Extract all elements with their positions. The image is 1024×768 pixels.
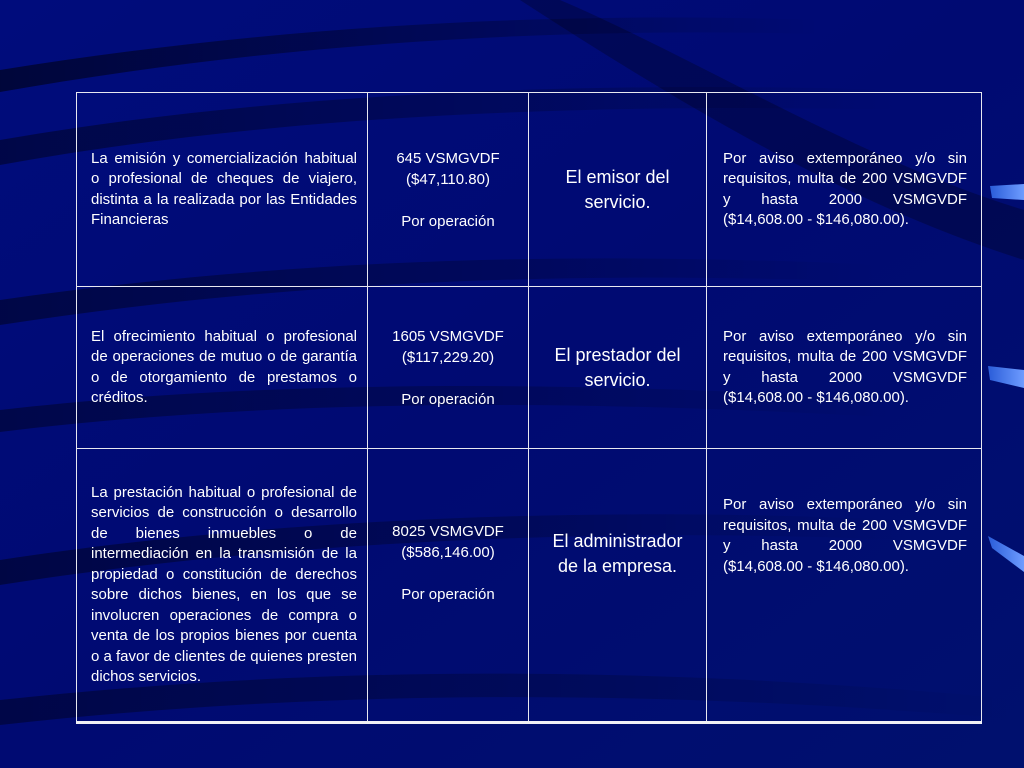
table-row [77,93,982,287]
obligated-party-cell [529,93,707,287]
threshold-cell [368,93,529,287]
activity-text: El ofrecimiento habitual o profesional de operaciones de mutuo o de garantía o de otorgamiento de prestamos o créditos. [91,327,357,406]
obligated-party: El emisor del servicio. [565,166,670,212]
table-row [77,449,982,723]
penalty-text: Por aviso extemporáneo y/o sin requisitos, multa de 200 VSMGVDF y hasta 2000 VSMGVDF ($14,608.00 - $146,080.00). [723,149,967,228]
activity-text: La prestación habitual o profesional de servicios de construcción o desarrollo de bienes inmuebles o de intermediación en la transmisión de la propiedad o constitución de derechos sobre dichos bienes, en los que se involucren operaciones de compra o venta de los propios bienes por cuenta o a favor de clientes de quienes presten dichos servicios. [91,483,358,685]
activity-cell [77,93,368,287]
penalty-text: Por aviso extemporáneo y/o sin requisitos, multa de 200 VSMGVDF y hasta 2000 VSMGVDF ($14,608.00 - $146,080.00). [723,327,967,406]
activity-text: La emisión y comercialización habitual o profesional de cheques de viajero, distinta a la realizada por las Entidades Financieras [91,149,357,228]
obligated-party-cell [529,449,707,723]
penalty-text: Por aviso extemporáneo y/o sin requisitos, multa de 200 VSMGVDF y hasta 2000 VSMGVDF ($14,608.00 - $146,080.00). [723,496,967,575]
penalty-cell [707,93,982,287]
threshold-money: ($586,146.00) [401,544,495,561]
table-row [77,287,982,449]
activity-cell [77,449,368,723]
obligated-party: El prestador del servicio. [554,344,681,390]
threshold-cell [368,287,529,449]
threshold-amount: 8025 VSMGVDF [392,523,504,540]
threshold-money: ($117,229.20) [401,348,495,366]
obligated-party: El administrador de la empresa. [552,531,683,576]
regulation-table [76,92,982,724]
threshold-cell [368,449,529,723]
threshold-amount: 1605 VSMGVDF [392,327,504,345]
threshold-basis: Por operación [401,212,495,230]
activity-cell [77,287,368,449]
obligated-party-cell [529,287,707,449]
threshold-amount: 645 VSMGVDF [396,149,500,167]
penalty-cell [707,449,982,723]
threshold-basis: Por operación [401,390,495,408]
threshold-money: ($47,110.80) [406,170,490,188]
threshold-basis: Por operación [401,586,495,603]
penalty-cell [707,287,982,449]
